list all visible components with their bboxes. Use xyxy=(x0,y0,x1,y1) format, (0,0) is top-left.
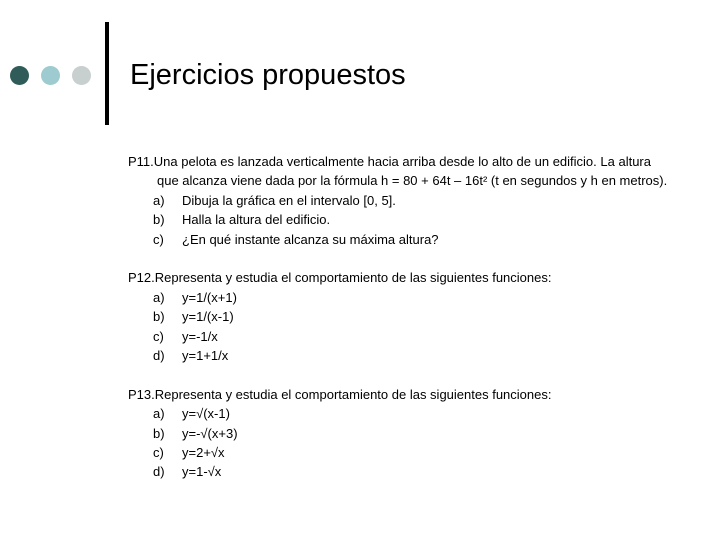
item-text: y=1/(x+1) xyxy=(182,289,237,305)
list-item xyxy=(128,443,668,462)
item-label: b) xyxy=(153,309,165,325)
item-text: y=2+√x xyxy=(182,445,225,461)
item-text: Halla la altura del edificio. xyxy=(182,212,331,228)
list-item xyxy=(128,210,668,229)
problem-p13 xyxy=(128,385,668,482)
item-text: y=1/(x-1) xyxy=(182,309,234,325)
item-label: c) xyxy=(153,328,164,344)
title-divider xyxy=(105,22,109,125)
item-label: a) xyxy=(153,192,165,208)
problem-p12 xyxy=(128,268,668,365)
item-label: d) xyxy=(153,348,165,364)
list-item xyxy=(128,307,668,326)
item-label: b) xyxy=(153,212,165,228)
item-label: a) xyxy=(153,289,165,305)
problem-statement: P12.Representa y estudia el comportamiento de las siguientes funciones: xyxy=(128,270,552,286)
slide-title: Ejercicios propuestos xyxy=(130,59,406,91)
item-text: ¿En qué instante alcanza su máxima altura? xyxy=(182,231,439,247)
list-item xyxy=(128,230,668,249)
item-label: c) xyxy=(153,445,164,461)
list-item xyxy=(128,191,668,210)
item-text: y=1+1/x xyxy=(182,348,229,364)
list-item xyxy=(128,462,668,481)
list-item xyxy=(128,327,668,346)
item-text: y=√(x-1) xyxy=(182,406,230,422)
list-item xyxy=(128,346,668,365)
item-label: b) xyxy=(153,425,165,441)
item-text: y=1-√x xyxy=(182,464,222,480)
list-item xyxy=(128,424,668,443)
problem-p11 xyxy=(128,152,668,249)
item-label: c) xyxy=(153,231,164,247)
item-text: Dibuja la gráfica en el intervalo [0, 5]. xyxy=(182,192,396,208)
item-text: y=-√(x+3) xyxy=(182,425,238,441)
problem-statement: P13.Representa y estudia el comportamiento de las siguientes funciones: xyxy=(128,386,552,402)
dot-gray-icon xyxy=(72,66,91,85)
item-text: y=-1/x xyxy=(182,328,218,344)
exercise-list xyxy=(128,152,668,482)
item-label: a) xyxy=(153,406,165,422)
dot-light-blue-icon xyxy=(41,66,60,85)
list-item xyxy=(128,288,668,307)
dot-dark-icon xyxy=(10,66,29,85)
item-label: d) xyxy=(153,464,165,480)
problem-statement: P11.Una pelota es lanzada verticalmente hacia arriba desde lo alto de un edificio. La altura que alcanza viene dada por la fórmula h = 80 + 64t – 16t² (t en segundos y h en metros). xyxy=(128,154,668,189)
list-item xyxy=(128,404,668,423)
